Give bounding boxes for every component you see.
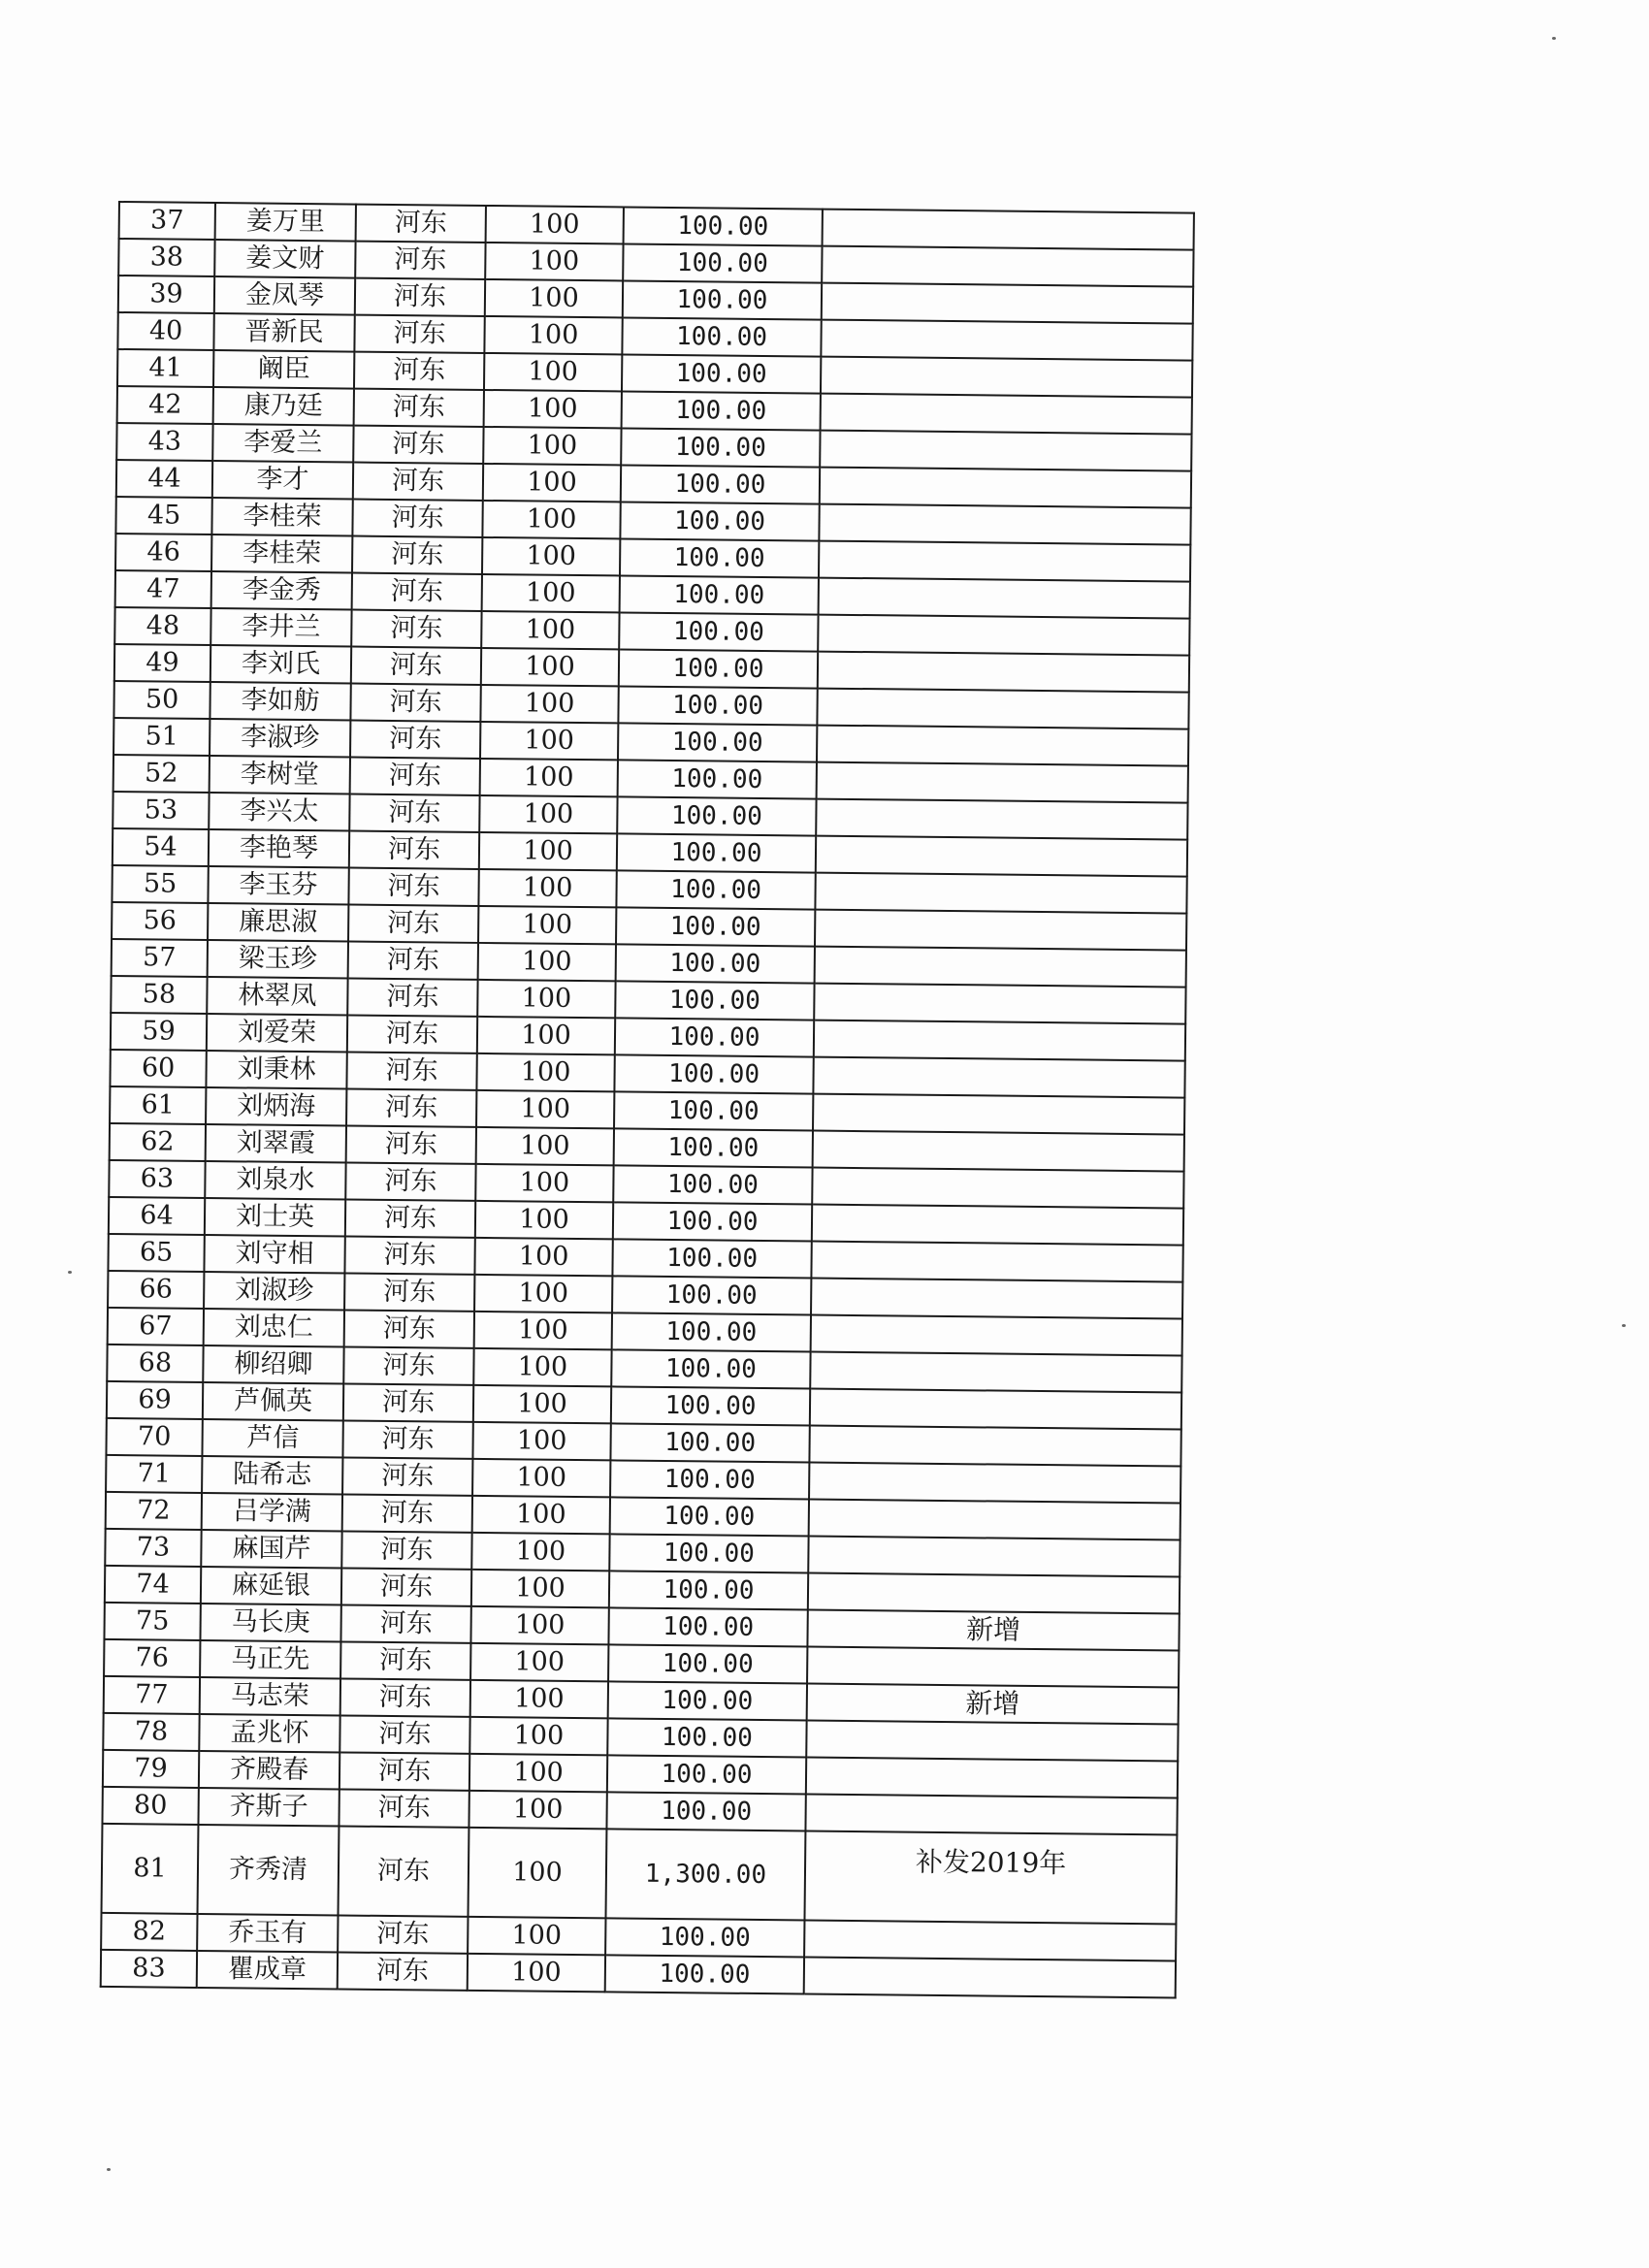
person-name-cell: 李玉芬 xyxy=(208,866,348,905)
person-name-cell: 李兴太 xyxy=(209,793,349,831)
village-name-cell: 河东 xyxy=(342,1457,472,1495)
remark-cell xyxy=(820,431,1191,471)
row-number-cell: 54 xyxy=(113,828,209,866)
remark-cell xyxy=(819,578,1190,619)
village-name-cell: 河东 xyxy=(352,500,482,537)
village-name-cell: 河东 xyxy=(346,1053,476,1090)
standard-amount-cell: 100 xyxy=(480,685,618,723)
person-name-cell: 李艳琴 xyxy=(209,829,349,868)
row-number-cell: 76 xyxy=(104,1639,200,1677)
village-name-cell: 河东 xyxy=(347,1016,477,1053)
row-number-cell: 50 xyxy=(113,681,210,719)
remark-cell xyxy=(817,762,1188,803)
person-name-cell: 吕学满 xyxy=(202,1493,342,1532)
person-name-cell: 芦佩英 xyxy=(203,1382,343,1421)
standard-amount-cell: 100 xyxy=(478,869,616,907)
paid-amount-cell: 100.00 xyxy=(608,1607,807,1646)
village-name-cell: 河东 xyxy=(341,1568,471,1605)
person-name-cell: 李淑珍 xyxy=(210,719,350,758)
row-number-cell: 75 xyxy=(104,1603,200,1640)
person-name-cell: 李树堂 xyxy=(210,756,350,794)
person-name-cell: 刘秉林 xyxy=(206,1051,346,1089)
paid-amount-cell: 100.00 xyxy=(614,1128,813,1167)
row-number-cell: 55 xyxy=(112,865,208,903)
row-number-cell: 49 xyxy=(114,644,210,682)
row-number-cell: 82 xyxy=(101,1913,197,1951)
row-number-cell: 74 xyxy=(105,1566,201,1604)
standard-amount-cell: 100 xyxy=(470,1680,608,1718)
village-name-cell: 河东 xyxy=(342,1494,472,1532)
village-name-cell: 河东 xyxy=(353,426,483,464)
row-number-cell: 42 xyxy=(117,386,213,424)
remark-cell xyxy=(809,1426,1180,1467)
paid-amount-cell: 100.00 xyxy=(612,1276,811,1314)
row-number-cell: 59 xyxy=(111,1013,207,1051)
remark-cell xyxy=(809,1463,1180,1504)
row-number-cell: 83 xyxy=(101,1950,197,1988)
paid-amount-cell: 100.00 xyxy=(613,1165,812,1204)
scan-speck xyxy=(1622,1324,1626,1327)
village-name-cell: 河东 xyxy=(338,1952,468,1990)
person-name-cell: 孟兆怀 xyxy=(199,1714,340,1753)
row-number-cell: 62 xyxy=(110,1123,206,1161)
row-number-cell: 57 xyxy=(112,939,208,977)
paid-amount-cell: 100.00 xyxy=(622,391,821,430)
village-name-cell: 河东 xyxy=(340,1715,469,1753)
village-name-cell: 河东 xyxy=(355,242,485,279)
paid-amount-cell: 100.00 xyxy=(607,1755,806,1794)
row-number-cell: 78 xyxy=(103,1713,199,1751)
row-number-cell: 66 xyxy=(108,1271,204,1309)
paid-amount-cell: 100.00 xyxy=(612,1239,811,1278)
standard-amount-cell: 100 xyxy=(486,206,624,243)
village-name-cell: 河东 xyxy=(354,352,484,390)
person-name-cell: 姜万里 xyxy=(215,203,356,242)
remark-cell xyxy=(819,541,1190,582)
row-number-cell: 39 xyxy=(118,275,214,313)
remark-cell xyxy=(817,689,1188,729)
standard-amount-cell: 100 xyxy=(474,1275,612,1312)
remark-cell xyxy=(811,1279,1182,1319)
remark-cell xyxy=(823,210,1194,250)
paid-amount-cell: 100.00 xyxy=(608,1644,807,1683)
standard-amount-cell: 100 xyxy=(485,279,623,317)
standard-amount-cell: 100 xyxy=(477,1017,615,1054)
paid-amount-cell: 100.00 xyxy=(616,907,815,946)
row-number-cell: 67 xyxy=(108,1308,204,1345)
standard-amount-cell: 100 xyxy=(475,1201,613,1239)
remark-cell xyxy=(821,394,1192,435)
row-number-cell: 69 xyxy=(107,1381,203,1419)
person-name-cell: 瞿成章 xyxy=(197,1951,338,1990)
paid-amount-cell: 100.00 xyxy=(622,354,821,393)
person-name-cell: 李桂荣 xyxy=(211,498,352,536)
village-name-cell: 河东 xyxy=(342,1420,472,1458)
paid-amount-cell: 100.00 xyxy=(608,1681,807,1720)
paid-amount-cell: 100.00 xyxy=(616,944,815,983)
remark-cell xyxy=(808,1573,1180,1614)
remark-cell xyxy=(812,1205,1183,1246)
standard-amount-cell: 100 xyxy=(478,906,616,944)
row-number-cell: 53 xyxy=(113,792,209,829)
standard-amount-cell: 100 xyxy=(471,1570,609,1607)
standard-amount-cell: 100 xyxy=(469,1791,606,1829)
paid-amount-cell: 100.00 xyxy=(623,243,822,282)
remark-cell xyxy=(806,1758,1178,1798)
standard-amount-cell: 100 xyxy=(477,980,615,1018)
standard-amount-cell: 100 xyxy=(480,722,618,760)
standard-amount-cell: 100 xyxy=(473,1385,611,1423)
person-name-cell: 柳绍卿 xyxy=(203,1345,343,1384)
standard-amount-cell: 100 xyxy=(479,795,617,833)
standard-amount-cell: 100 xyxy=(481,611,619,649)
remark-cell xyxy=(807,1647,1179,1688)
remark-cell xyxy=(813,1057,1184,1098)
village-name-cell: 河东 xyxy=(350,721,480,759)
person-name-cell: 刘忠仁 xyxy=(204,1309,344,1347)
village-name-cell: 河东 xyxy=(352,536,482,574)
remark-cell: 补发2019年 xyxy=(804,1831,1177,1925)
person-name-cell: 李才 xyxy=(212,461,353,500)
standard-amount-cell: 100 xyxy=(485,243,623,280)
paid-amount-cell: 100.00 xyxy=(621,428,820,467)
remark-cell: 新增 xyxy=(807,1684,1179,1725)
person-name-cell: 马正先 xyxy=(200,1640,340,1679)
village-name-cell: 河东 xyxy=(340,1752,469,1790)
paid-amount-cell: 100.00 xyxy=(622,317,821,356)
paid-amount-cell: 100.00 xyxy=(616,870,815,909)
paid-amount-cell: 1,300.00 xyxy=(605,1829,805,1920)
standard-amount-cell: 100 xyxy=(473,1348,611,1386)
row-number-cell: 80 xyxy=(102,1787,198,1825)
standard-amount-cell: 100 xyxy=(472,1459,610,1497)
person-name-cell: 齐秀清 xyxy=(198,1825,340,1916)
paid-amount-cell: 100.00 xyxy=(609,1534,808,1572)
remark-cell xyxy=(811,1242,1182,1282)
standard-amount-cell: 100 xyxy=(476,1053,614,1091)
standard-amount-cell: 100 xyxy=(469,1754,607,1792)
standard-amount-cell: 100 xyxy=(483,464,621,502)
row-number-cell: 38 xyxy=(118,239,214,276)
paid-amount-cell: 100.00 xyxy=(611,1386,810,1425)
person-name-cell: 阚臣 xyxy=(213,350,354,389)
paid-amount-cell: 100.00 xyxy=(610,1497,809,1536)
row-number-cell: 46 xyxy=(115,534,211,571)
paid-amount-cell: 100.00 xyxy=(617,833,816,872)
remark-cell xyxy=(809,1500,1180,1540)
standard-amount-cell: 100 xyxy=(472,1496,610,1534)
village-name-cell: 河东 xyxy=(350,758,480,795)
person-name-cell: 麻延银 xyxy=(201,1567,341,1605)
scan-speck xyxy=(68,1271,72,1274)
remark-cell: 新增 xyxy=(807,1610,1179,1651)
remark-cell xyxy=(810,1352,1181,1393)
standard-amount-cell: 100 xyxy=(482,537,620,575)
village-name-cell: 河东 xyxy=(338,1915,468,1953)
person-name-cell: 李如舫 xyxy=(210,682,350,721)
village-name-cell: 河东 xyxy=(344,1237,474,1275)
standard-amount-cell: 100 xyxy=(468,1828,606,1918)
paid-amount-cell: 100.00 xyxy=(621,465,820,503)
person-name-cell: 乔玉有 xyxy=(197,1914,338,1953)
row-number-cell: 43 xyxy=(116,423,212,461)
remark-cell xyxy=(804,1921,1176,1961)
village-name-cell: 河东 xyxy=(348,905,478,943)
standard-amount-cell: 100 xyxy=(470,1606,608,1644)
paid-amount-cell: 100.00 xyxy=(614,1054,813,1093)
village-name-cell: 河东 xyxy=(339,1826,469,1916)
row-number-cell: 48 xyxy=(114,607,210,645)
remark-cell xyxy=(819,504,1190,545)
village-name-cell: 河东 xyxy=(351,610,481,648)
standard-amount-cell: 100 xyxy=(474,1238,612,1276)
standard-amount-cell: 100 xyxy=(484,353,622,391)
person-name-cell: 刘炳海 xyxy=(206,1087,346,1126)
subsidy-table xyxy=(100,201,1195,1999)
standard-amount-cell: 100 xyxy=(474,1312,612,1349)
row-number-cell: 65 xyxy=(108,1234,204,1272)
remark-cell xyxy=(815,873,1186,914)
person-name-cell: 陆希志 xyxy=(202,1456,342,1495)
person-name-cell: 刘守相 xyxy=(204,1235,344,1274)
row-number-cell: 63 xyxy=(109,1160,205,1198)
standard-amount-cell: 100 xyxy=(470,1643,608,1681)
village-name-cell: 河东 xyxy=(343,1347,473,1385)
village-name-cell: 河东 xyxy=(348,942,478,980)
table-body xyxy=(101,202,1194,1998)
remark-cell xyxy=(822,283,1193,324)
paid-amount-cell: 100.00 xyxy=(620,575,819,614)
standard-amount-cell: 100 xyxy=(468,1917,605,1955)
remark-cell xyxy=(813,1094,1184,1135)
remark-cell xyxy=(821,357,1192,398)
standard-amount-cell: 100 xyxy=(472,1422,610,1460)
standard-amount-cell: 100 xyxy=(484,316,622,354)
row-number-cell: 60 xyxy=(110,1050,206,1087)
village-name-cell: 河东 xyxy=(352,573,482,611)
standard-amount-cell: 100 xyxy=(480,759,618,796)
village-name-cell: 河东 xyxy=(349,831,479,869)
paid-amount-cell: 100.00 xyxy=(606,1792,805,1831)
village-name-cell: 河东 xyxy=(350,684,480,722)
village-name-cell: 河东 xyxy=(351,647,481,685)
village-name-cell: 河东 xyxy=(354,389,484,427)
village-name-cell: 河东 xyxy=(345,1163,475,1201)
remark-cell xyxy=(815,910,1186,951)
row-number-cell: 44 xyxy=(116,460,212,498)
paid-amount-cell: 100.00 xyxy=(615,981,814,1020)
paid-amount-cell: 100.00 xyxy=(618,723,817,761)
person-name-cell: 李金秀 xyxy=(211,571,352,610)
person-name-cell: 金凤琴 xyxy=(214,276,355,315)
row-number-cell: 51 xyxy=(113,718,210,756)
person-name-cell: 刘士英 xyxy=(205,1198,345,1237)
person-name-cell: 李爱兰 xyxy=(212,424,353,463)
paid-amount-cell: 100.00 xyxy=(610,1423,809,1462)
paid-amount-cell: 100.00 xyxy=(605,1955,804,1993)
paid-amount-cell: 100.00 xyxy=(619,649,818,688)
row-number-cell: 72 xyxy=(106,1492,202,1530)
remark-cell xyxy=(816,799,1187,840)
standard-amount-cell: 100 xyxy=(482,574,620,612)
standard-amount-cell: 100 xyxy=(471,1533,609,1571)
row-number-cell: 37 xyxy=(119,202,215,240)
standard-amount-cell: 100 xyxy=(482,501,620,538)
remark-cell xyxy=(816,836,1187,877)
village-name-cell: 河东 xyxy=(344,1311,474,1348)
village-name-cell: 河东 xyxy=(356,205,486,243)
person-name-cell: 晋新民 xyxy=(213,313,354,352)
remark-cell xyxy=(814,1021,1185,1061)
remark-cell xyxy=(813,1131,1184,1172)
scan-speck xyxy=(107,2168,111,2171)
paid-amount-cell: 100.00 xyxy=(624,207,823,245)
row-number-cell: 41 xyxy=(117,349,213,387)
village-name-cell: 河东 xyxy=(339,1789,469,1827)
remark-cell xyxy=(812,1168,1183,1209)
remark-cell xyxy=(815,947,1186,988)
village-name-cell: 河东 xyxy=(343,1383,473,1421)
standard-amount-cell: 100 xyxy=(484,390,622,428)
remark-cell xyxy=(814,984,1185,1024)
paid-amount-cell: 100.00 xyxy=(612,1312,811,1351)
village-name-cell: 河东 xyxy=(355,278,485,316)
village-name-cell: 河东 xyxy=(340,1678,470,1716)
person-name-cell: 林翠凤 xyxy=(207,977,347,1016)
village-name-cell: 河东 xyxy=(349,794,479,832)
row-number-cell: 77 xyxy=(104,1676,200,1714)
paid-amount-cell: 100.00 xyxy=(618,760,817,798)
person-name-cell: 李刘氏 xyxy=(210,645,351,684)
person-name-cell: 马志荣 xyxy=(200,1677,340,1716)
table-row xyxy=(102,1824,1178,1925)
village-name-cell: 河东 xyxy=(340,1641,470,1679)
paid-amount-cell: 100.00 xyxy=(620,538,819,577)
paid-amount-cell: 100.00 xyxy=(614,1091,813,1130)
village-name-cell: 河东 xyxy=(346,1089,476,1127)
standard-amount-cell: 100 xyxy=(483,427,621,465)
row-number-cell: 61 xyxy=(110,1086,206,1124)
row-number-cell: 71 xyxy=(106,1455,202,1493)
paid-amount-cell: 100.00 xyxy=(613,1202,812,1241)
row-number-cell: 56 xyxy=(112,902,208,940)
standard-amount-cell: 100 xyxy=(475,1164,613,1202)
person-name-cell: 梁玉珍 xyxy=(208,940,348,979)
paid-amount-cell: 100.00 xyxy=(610,1460,809,1499)
remark-cell xyxy=(804,1958,1176,1998)
remark-cell xyxy=(821,320,1192,361)
paid-amount-cell: 100.00 xyxy=(615,1018,814,1056)
row-number-cell: 81 xyxy=(102,1824,199,1914)
village-name-cell: 河东 xyxy=(344,1274,474,1312)
village-name-cell: 河东 xyxy=(348,868,478,906)
remark-cell xyxy=(806,1721,1178,1762)
person-name-cell: 李桂荣 xyxy=(211,535,352,573)
village-name-cell: 河东 xyxy=(345,1200,475,1238)
standard-amount-cell: 100 xyxy=(469,1717,607,1755)
person-name-cell: 麻国芹 xyxy=(201,1530,341,1569)
standard-amount-cell: 100 xyxy=(476,1127,614,1165)
person-name-cell: 齐斯子 xyxy=(198,1788,339,1827)
standard-amount-cell: 100 xyxy=(476,1090,614,1128)
remark-cell xyxy=(810,1389,1181,1430)
row-number-cell: 70 xyxy=(106,1418,202,1456)
remark-cell xyxy=(811,1315,1182,1356)
standard-amount-cell: 100 xyxy=(468,1954,605,1992)
remark-cell xyxy=(820,468,1191,508)
remark-cell xyxy=(817,726,1188,766)
paid-amount-cell: 100.00 xyxy=(617,796,816,835)
village-name-cell: 河东 xyxy=(347,979,477,1017)
person-name-cell: 廉思淑 xyxy=(208,903,348,942)
row-number-cell: 47 xyxy=(115,570,211,608)
paid-amount-cell: 100.00 xyxy=(620,502,819,540)
person-name-cell: 马长庚 xyxy=(200,1604,340,1642)
paid-amount-cell: 100.00 xyxy=(611,1349,810,1388)
row-number-cell: 68 xyxy=(107,1345,203,1382)
person-name-cell: 姜文财 xyxy=(214,240,355,278)
remark-cell xyxy=(805,1795,1177,1835)
row-number-cell: 73 xyxy=(105,1529,201,1567)
village-name-cell: 河东 xyxy=(346,1126,476,1164)
village-name-cell: 河东 xyxy=(341,1531,471,1569)
paid-amount-cell: 100.00 xyxy=(605,1918,804,1957)
standard-amount-cell: 100 xyxy=(479,832,617,870)
row-number-cell: 40 xyxy=(117,312,213,350)
row-number-cell: 64 xyxy=(109,1197,205,1235)
person-name-cell: 刘翠霞 xyxy=(206,1124,346,1163)
paid-amount-cell: 100.00 xyxy=(607,1718,806,1757)
remark-cell xyxy=(808,1537,1180,1577)
person-name-cell: 芦信 xyxy=(202,1419,342,1458)
paid-amount-cell: 100.00 xyxy=(618,686,817,725)
row-number-cell: 52 xyxy=(113,755,210,793)
village-name-cell: 河东 xyxy=(354,315,484,353)
scan-speck xyxy=(1552,37,1556,40)
paid-amount-cell: 100.00 xyxy=(623,280,822,319)
village-name-cell: 河东 xyxy=(353,463,483,501)
row-number-cell: 45 xyxy=(115,497,211,535)
row-number-cell: 58 xyxy=(111,976,207,1014)
remark-cell xyxy=(822,246,1193,287)
person-name-cell: 刘爱荣 xyxy=(207,1014,347,1053)
remark-cell xyxy=(818,615,1189,656)
remark-cell xyxy=(818,652,1189,693)
person-name-cell: 刘淑珍 xyxy=(204,1272,344,1311)
row-number-cell: 79 xyxy=(103,1750,199,1788)
paid-amount-cell: 100.00 xyxy=(619,612,818,651)
standard-amount-cell: 100 xyxy=(478,943,616,981)
person-name-cell: 刘泉水 xyxy=(205,1161,345,1200)
person-name-cell: 齐殿春 xyxy=(199,1751,340,1790)
person-name-cell: 康乃廷 xyxy=(213,387,354,426)
standard-amount-cell: 100 xyxy=(481,648,619,686)
paid-amount-cell: 100.00 xyxy=(609,1571,808,1609)
village-name-cell: 河东 xyxy=(340,1604,470,1642)
person-name-cell: 李井兰 xyxy=(210,608,351,647)
